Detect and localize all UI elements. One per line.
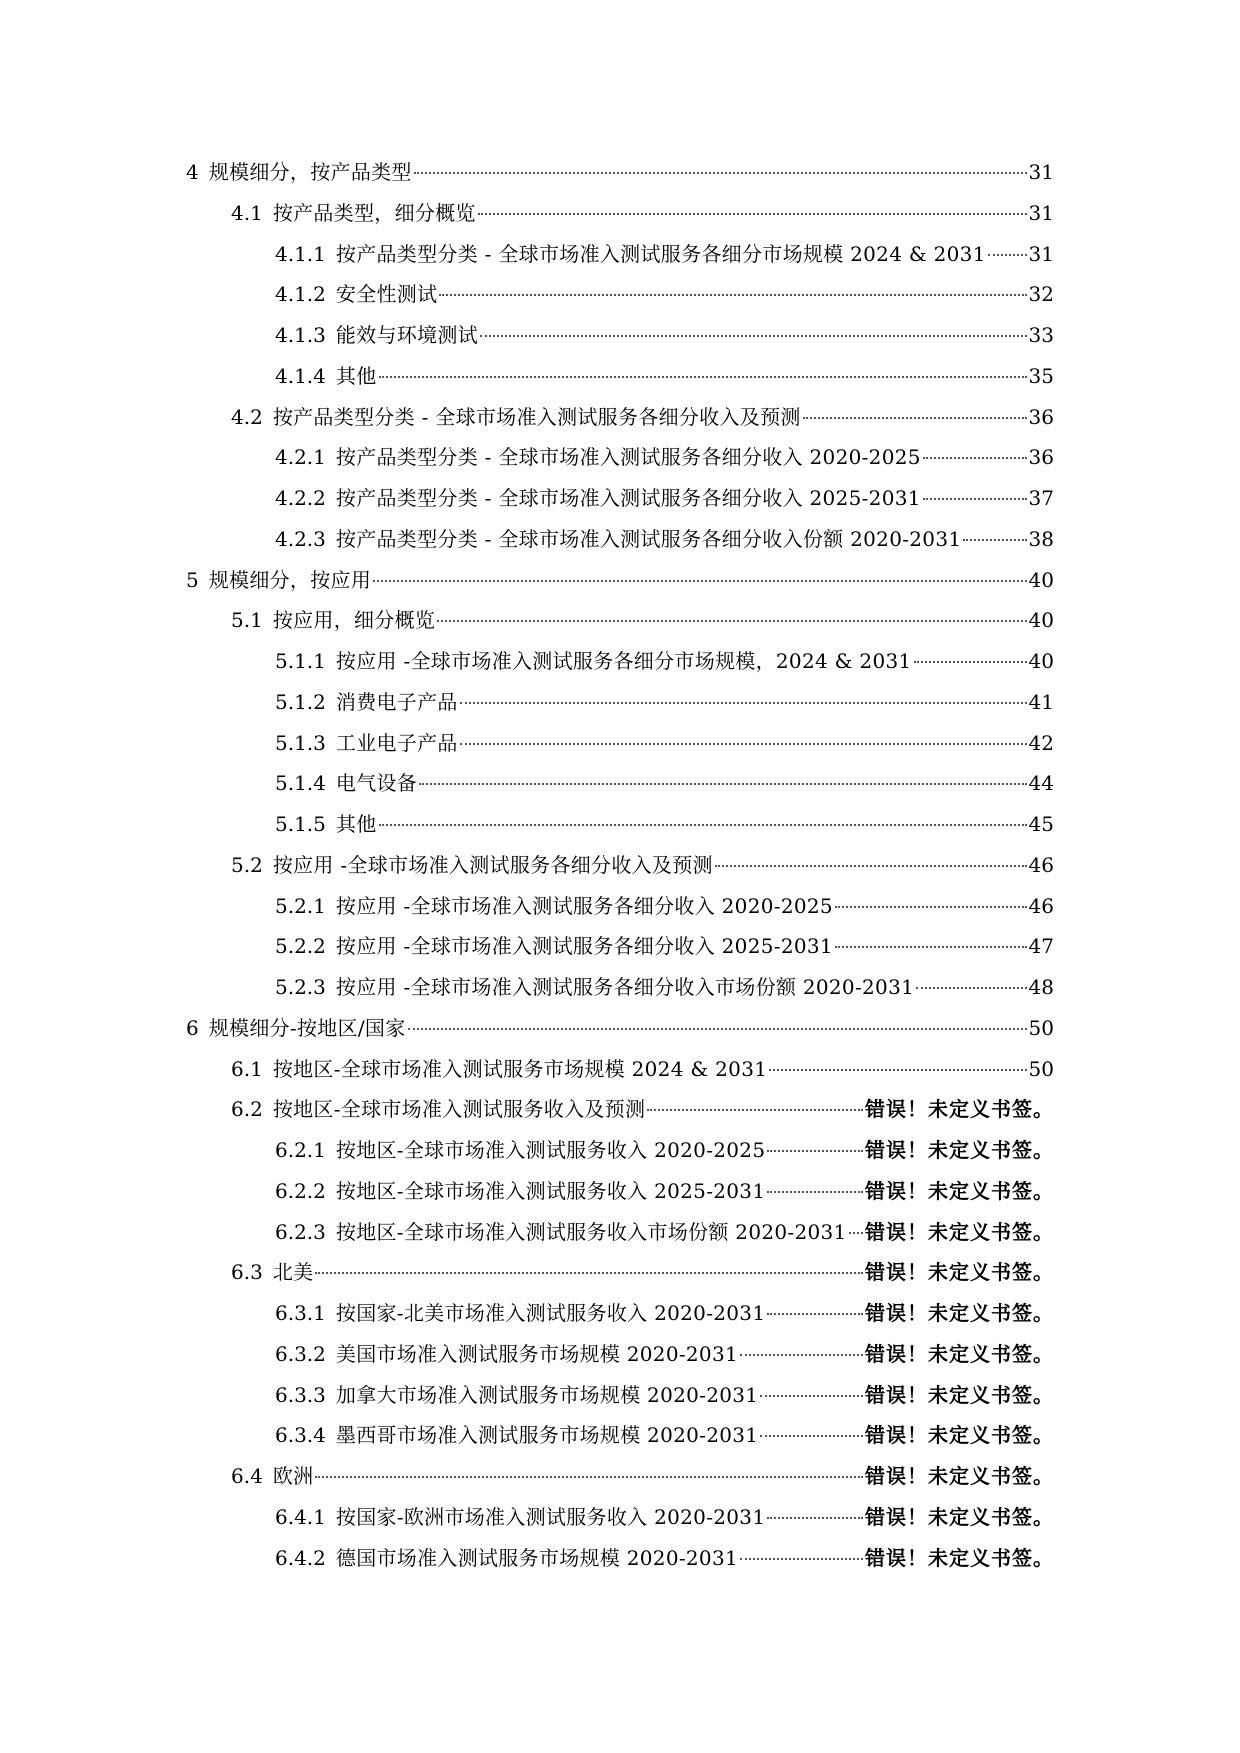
toc-entry-number: 5.2.1: [275, 893, 326, 918]
toc-page-number: 47: [1028, 934, 1054, 959]
toc-entry-number: 6: [186, 1015, 199, 1040]
toc-entry-number: 5.1.5: [275, 812, 326, 836]
toc-entry-number: 6.3.1: [275, 1301, 326, 1325]
toc-dot-leader: [647, 1108, 863, 1111]
toc-entry[interactable]: [186, 274, 1054, 315]
toc-dot-leader: [740, 1557, 863, 1560]
toc-entry[interactable]: [186, 560, 1054, 601]
toc-page-number: 50: [1028, 1015, 1054, 1040]
toc-entry[interactable]: [186, 1252, 1054, 1293]
toc-dot-leader: [315, 1271, 863, 1274]
toc-dot-leader: [963, 538, 1026, 541]
toc-entry[interactable]: [186, 478, 1054, 519]
toc-entry-number: 6.2.2: [275, 1178, 326, 1203]
toc-entry-number: 4.1.3: [275, 323, 326, 347]
toc-dot-leader: [408, 1027, 1027, 1030]
toc-entry-title: 墨西哥市场准入测试服务市场规模 2020-2031: [335, 1423, 759, 1448]
toc-dot-leader: [715, 864, 1027, 867]
toc-entry[interactable]: [186, 926, 1054, 967]
toc-entry-title: 按产品类型分类 - 全球市场准入测试服务各细分收入及预测: [272, 404, 801, 429]
toc-entry-number: 6.3.3: [275, 1382, 326, 1407]
toc-entry-number: 6.1: [231, 1056, 263, 1081]
toc-entry[interactable]: [186, 152, 1054, 193]
toc-entry-title: 按产品类型分类 - 全球市场准入测试服务各细分收入 2025-2031: [335, 486, 921, 510]
toc-page-number: 45: [1028, 812, 1054, 836]
toc-entry-number: 5.1.4: [275, 771, 326, 796]
toc-entry-title: 按应用 -全球市场准入测试服务各细分市场规模，2024 & 2031: [335, 649, 912, 673]
toc-entry-number: 6.4.1: [275, 1504, 326, 1529]
toc-entry[interactable]: [186, 1049, 1054, 1090]
toc-dot-leader: [916, 986, 1026, 989]
toc-entry-number: 5: [186, 567, 199, 592]
toc-entry-title: 按产品类型分类 - 全球市场准入测试服务各细分收入 2020-2025: [335, 445, 921, 470]
toc-entry-title: 按地区-全球市场准入测试服务收入 2025-2031: [335, 1178, 766, 1203]
toc-entry-number: 5.1.3: [275, 730, 326, 755]
toc-entry-title: 按产品类型分类 - 全球市场准入测试服务各细分市场规模 2024 & 2031: [335, 241, 986, 266]
toc-dot-leader: [769, 1068, 1026, 1071]
toc-page-number: 44: [1028, 771, 1054, 796]
toc-page-number: 40: [1028, 649, 1054, 673]
toc-entry[interactable]: [186, 804, 1054, 845]
toc-entry[interactable]: [186, 1415, 1054, 1456]
toc-page-number: 31: [1028, 241, 1054, 266]
toc-entry-number: 4.2.1: [275, 445, 326, 470]
toc-dot-leader: [439, 293, 1026, 296]
toc-page-number: 48: [1028, 975, 1054, 999]
toc-dot-leader: [803, 416, 1027, 419]
toc-entry-title: 其他: [335, 812, 377, 836]
toc-entry[interactable]: [186, 193, 1054, 234]
toc-dot-leader: [988, 253, 1027, 256]
toc-page-number: 错误！未定义书签。: [865, 1423, 1054, 1448]
toc-dot-leader: [767, 1516, 863, 1519]
toc-page-number: 31: [1028, 160, 1054, 184]
toc-page-number: 错误！未定义书签。: [865, 1382, 1054, 1407]
toc-page-number: 错误！未定义书签。: [865, 1178, 1054, 1203]
toc-dot-leader: [478, 212, 1027, 215]
toc-dot-leader: [419, 782, 1026, 785]
toc-entry-title: 按应用 -全球市场准入测试服务各细分收入 2020-2025: [335, 893, 833, 918]
toc-page-number: 31: [1028, 200, 1054, 225]
toc-dot-leader: [849, 1231, 863, 1234]
toc-dot-leader: [460, 742, 1027, 745]
toc-page-number: 37: [1028, 486, 1054, 510]
toc-entry-title: 欧洲: [272, 1464, 314, 1488]
toc-entry-title: 其他: [335, 363, 377, 388]
toc-entry-title: 德国市场准入测试服务市场规模 2020-2031: [335, 1545, 739, 1570]
toc-dot-leader: [373, 579, 1026, 582]
toc-page-number: 40: [1028, 567, 1054, 592]
toc-dot-leader: [760, 1394, 863, 1397]
toc-entry-number: 5.1.1: [275, 649, 326, 673]
toc-entry[interactable]: [186, 1130, 1054, 1171]
toc-page-number: 41: [1028, 689, 1054, 714]
toc-entry-number: 6.4: [231, 1464, 263, 1488]
toc-page-number: 32: [1028, 282, 1054, 307]
toc-page-number: 38: [1028, 526, 1054, 551]
toc-entry-title: 按地区-全球市场准入测试服务收入市场份额 2020-2031: [335, 1219, 847, 1244]
toc-entry-title: 安全性测试: [335, 282, 438, 307]
toc-page-number: 40: [1028, 608, 1054, 633]
toc-entry-number: 4.2: [231, 404, 263, 429]
toc-entry[interactable]: [186, 1171, 1054, 1212]
toc-page-number: 错误！未定义书签。: [865, 1138, 1054, 1162]
toc-page-number: 50: [1028, 1056, 1054, 1081]
toc-entry-number: 6.2.1: [275, 1138, 326, 1162]
toc-entry-title: 工业电子产品: [335, 730, 458, 755]
toc-entry-number: 6.4.2: [275, 1545, 326, 1570]
toc-page-number: 错误！未定义书签。: [865, 1219, 1054, 1244]
toc-entry[interactable]: [186, 1089, 1054, 1130]
toc-page-number: 错误！未定义书签。: [865, 1341, 1054, 1366]
toc-entry-title: 美国市场准入测试服务市场规模 2020-2031: [335, 1341, 739, 1366]
toc-entry[interactable]: [186, 1375, 1054, 1416]
toc-entry-title: 按产品类型分类 - 全球市场准入测试服务各细分收入份额 2020-2031: [335, 526, 962, 551]
toc-entry-number: 5.1: [231, 608, 263, 633]
toc-entry[interactable]: [186, 600, 1054, 641]
toc-entry[interactable]: [186, 723, 1054, 764]
toc-entry-title: 消费电子产品: [335, 689, 458, 714]
toc-dot-leader: [315, 1475, 863, 1478]
toc-page-number: 36: [1028, 445, 1054, 470]
toc-dot-leader: [414, 171, 1027, 174]
toc-dot-leader: [767, 1190, 863, 1193]
toc-page-number: 46: [1028, 893, 1054, 918]
toc-dot-leader: [379, 375, 1027, 378]
toc-entry-title: 按应用 -全球市场准入测试服务各细分收入 2025-2031: [335, 934, 833, 959]
toc-entry[interactable]: [186, 437, 1054, 478]
toc-entry[interactable]: [186, 1008, 1054, 1049]
toc-entry[interactable]: [186, 397, 1054, 438]
toc-entry-title: 按产品类型，细分概览: [272, 200, 476, 225]
toc-entry-title: 规模细分，按应用: [208, 567, 372, 592]
toc-dot-leader: [923, 497, 1027, 500]
toc-entry-title: 按地区-全球市场准入测试服务市场规模 2024 & 2031: [272, 1056, 768, 1081]
toc-page-number: 错误！未定义书签。: [865, 1097, 1054, 1122]
toc-entry-title: 按国家-北美市场准入测试服务收入 2020-2031: [335, 1301, 766, 1325]
toc-entry[interactable]: [186, 682, 1054, 723]
toc-entry-number: 6.3: [231, 1260, 263, 1285]
toc-entry-title: 按应用 -全球市场准入测试服务各细分收入及预测: [272, 852, 713, 877]
toc-dot-leader: [480, 334, 1027, 337]
toc-entry[interactable]: [186, 886, 1054, 927]
toc-entry[interactable]: [186, 641, 1054, 682]
toc-entry-title: 能效与环境测试: [335, 323, 478, 347]
toc-entry[interactable]: [186, 1293, 1054, 1334]
toc-entry[interactable]: [186, 234, 1054, 275]
toc-page-number: 错误！未定义书签。: [865, 1545, 1054, 1570]
toc-entry-number: 4: [186, 160, 199, 184]
toc-entry-title: 电气设备: [335, 771, 418, 796]
toc-dot-leader: [767, 1149, 863, 1152]
toc-entry-number: 6.3.4: [275, 1423, 326, 1448]
toc-entry[interactable]: [186, 1497, 1054, 1538]
toc-entry-number: 5.1.2: [275, 689, 326, 714]
toc-entry[interactable]: [186, 1334, 1054, 1375]
toc-dot-leader: [835, 945, 1027, 948]
toc-page-number: 42: [1028, 730, 1054, 755]
toc-dot-leader: [437, 619, 1026, 622]
toc-dot-leader: [923, 456, 1027, 459]
toc-entry-number: 6.3.2: [275, 1341, 326, 1366]
toc-dot-leader: [914, 660, 1027, 663]
toc-entry-number: 4.2.2: [275, 486, 326, 510]
toc-entry[interactable]: [186, 315, 1054, 356]
toc-entry-title: 按地区-全球市场准入测试服务收入 2020-2025: [335, 1138, 766, 1162]
toc-page-number: 33: [1028, 323, 1054, 347]
toc-entry-number: 5.2.3: [275, 975, 326, 999]
toc-dot-leader: [835, 905, 1027, 908]
toc-entry-number: 4.1.4: [275, 363, 326, 388]
toc-dot-leader: [767, 1312, 863, 1315]
toc-entry-number: 5.2: [231, 852, 263, 877]
toc-entry[interactable]: [186, 763, 1054, 804]
toc-entry-title: 按国家-欧洲市场准入测试服务收入 2020-2031: [335, 1504, 766, 1529]
toc-entry-number: 6.2.3: [275, 1219, 326, 1244]
toc-dot-leader: [740, 1353, 863, 1356]
toc-entry-title: 按应用 -全球市场准入测试服务各细分收入市场份额 2020-2031: [335, 975, 915, 999]
toc-entry[interactable]: [186, 1538, 1054, 1579]
toc-entry[interactable]: [186, 519, 1054, 560]
toc-entry-title: 按地区-全球市场准入测试服务收入及预测: [272, 1097, 646, 1122]
toc-page-number: 错误！未定义书签。: [865, 1504, 1054, 1529]
toc-entry[interactable]: [186, 356, 1054, 397]
toc-entry[interactable]: [186, 967, 1054, 1008]
table-of-contents: [186, 152, 1054, 1578]
toc-entry-number: 6.2: [231, 1097, 263, 1122]
toc-entry-number: 4.1.2: [275, 282, 326, 307]
toc-page-number: 36: [1028, 404, 1054, 429]
toc-entry-number: 4.1: [231, 200, 263, 225]
toc-page-number: 错误！未定义书签。: [865, 1464, 1054, 1488]
toc-entry-title: 加拿大市场准入测试服务市场规模 2020-2031: [335, 1382, 759, 1407]
toc-dot-leader: [760, 1434, 863, 1437]
toc-dot-leader: [460, 701, 1027, 704]
toc-entry-number: 4.1.1: [275, 241, 326, 266]
toc-entry[interactable]: [186, 1212, 1054, 1253]
toc-entry-number: 5.2.2: [275, 934, 326, 959]
toc-entry-title: 按应用，细分概览: [272, 608, 436, 633]
toc-entry-title: 规模细分，按产品类型: [208, 160, 412, 184]
toc-entry-title: 北美: [272, 1260, 314, 1285]
toc-entry[interactable]: [186, 845, 1054, 886]
toc-page-number: 错误！未定义书签。: [865, 1301, 1054, 1325]
toc-page-number: 35: [1028, 363, 1054, 388]
toc-page-number: 46: [1028, 852, 1054, 877]
toc-page-number: 错误！未定义书签。: [865, 1260, 1054, 1285]
toc-entry-number: 4.2.3: [275, 526, 326, 551]
toc-entry-title: 规模细分-按地区/国家: [208, 1015, 406, 1040]
toc-entry[interactable]: [186, 1456, 1054, 1497]
toc-dot-leader: [379, 823, 1027, 826]
